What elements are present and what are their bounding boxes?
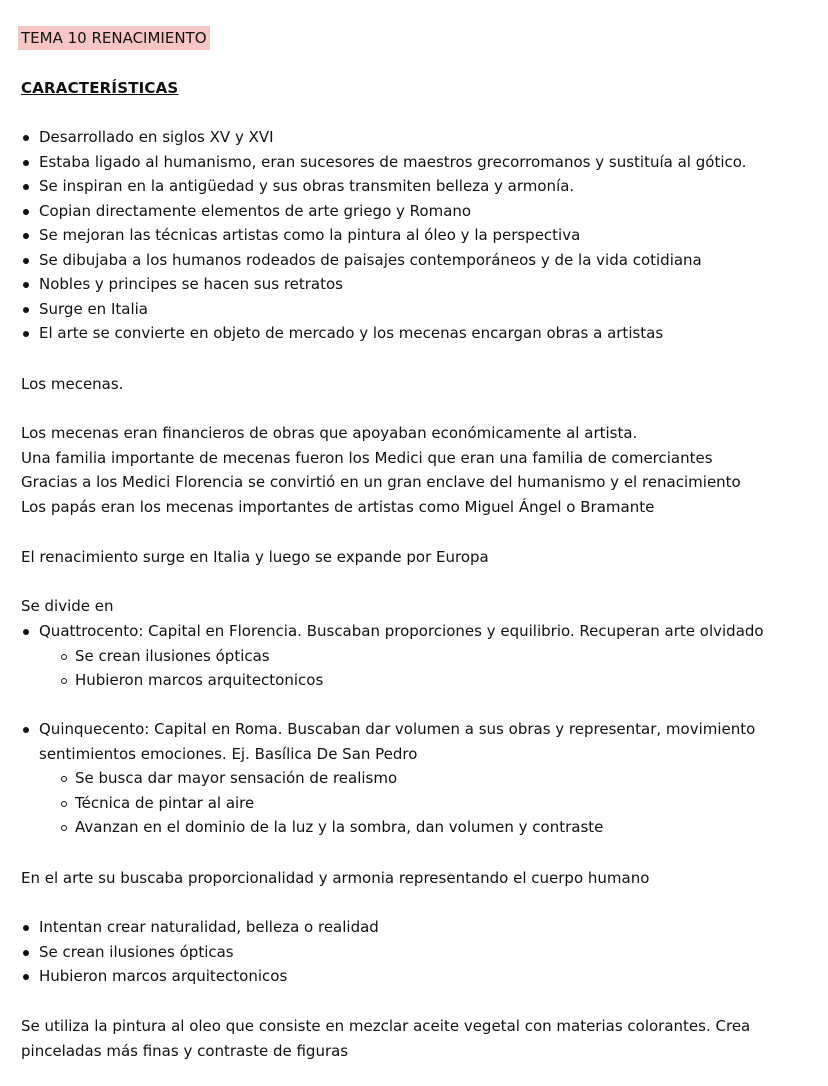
- characteristics-list: [21, 125, 746, 346]
- paragraph-line: Los mecenas eran financieros de obras que apoyaban económicamente al artista.: [21, 424, 638, 442]
- art-intro: En el arte su buscaba proporcionalidad y armonia representando el cuerpo humano: [21, 869, 650, 887]
- sub-list-item: Técnica de pintar al aire: [21, 791, 799, 816]
- mecenas-paragraph: [21, 421, 741, 519]
- sub-list-item: Hubieron marcos arquitectonicos: [21, 668, 764, 693]
- quinquecento-block: [21, 717, 799, 840]
- art-points-list: [21, 915, 379, 989]
- sub-list-item: Se busca dar mayor sensación de realismo: [21, 766, 799, 791]
- list-item: Se crean ilusiones ópticas: [21, 940, 379, 965]
- sub-list-item: Avanzan en el dominio de la luz y la sombra, dan volumen y contraste: [21, 815, 799, 840]
- list-item: Se mejoran las técnicas artistas como la pintura al óleo y la perspectiva: [21, 223, 746, 248]
- list-item: Copian directamente elementos de arte griego y Romano: [21, 199, 746, 224]
- sub-list-item: Se crean ilusiones ópticas: [21, 644, 764, 669]
- section-heading-caracteristicas: CARACTERÍSTICAS: [21, 79, 179, 97]
- paragraph-line: Una familia importante de mecenas fueron los Medici que eran una familia de comerciantes: [21, 448, 713, 467]
- list-item: Nobles y principes se hacen sus retratos: [21, 272, 746, 297]
- list-item: El arte se convierte en objeto de mercado y los mecenas encargan obras a artistas: [21, 321, 746, 346]
- paragraph-line: Los papás eran los mecenas importantes de artistas como Miguel Ángel o Bramante: [21, 497, 655, 516]
- oleo-paragraph: Se utiliza la pintura al oleo que consiste en mezclar aceite vegetal con materias colorantes. Crea pinceladas más finas y contraste de figuras: [21, 1017, 751, 1060]
- list-item: Se inspiran en la antigüedad y sus obras transmiten belleza y armonía.: [21, 174, 746, 199]
- quattrocento-item: Quattrocento: Capital en Florencia. Buscaban proporciones y equilibrio. Recuperan arte olvidado: [21, 619, 764, 644]
- list-item: Se dibujaba a los humanos rodeados de paisajes contemporáneos y de la vida cotidiana: [21, 248, 746, 273]
- list-item: Desarrollado en siglos XV y XVI: [21, 125, 746, 150]
- list-item: Hubieron marcos arquitectonicos: [21, 964, 379, 989]
- list-item: Estaba ligado al humanismo, eran sucesores de maestros grecorromanos y sustituía al gótico.: [21, 150, 746, 175]
- quinquecento-item: Quinquecento: Capital en Roma. Buscaban dar volumen a sus obras y representar, movimiento sentimientos emociones. Ej. Basílica De San Pedro: [21, 717, 799, 766]
- paragraph-line: Gracias a los Medici Florencia se convirtió en un gran enclave del humanismo y el renacimiento: [21, 473, 741, 491]
- page-title: TEMA 10 RENACIMIENTO: [18, 26, 210, 50]
- expansion-text: El renacimiento surge en Italia y luego se expande por Europa: [21, 548, 489, 566]
- quattrocento-block: [21, 619, 764, 693]
- divide-intro: Se divide en: [21, 597, 114, 615]
- list-item: Surge en Italia: [21, 297, 746, 322]
- mecenas-title: Los mecenas.: [21, 375, 124, 393]
- list-item: Intentan crear naturalidad, belleza o realidad: [21, 915, 379, 940]
